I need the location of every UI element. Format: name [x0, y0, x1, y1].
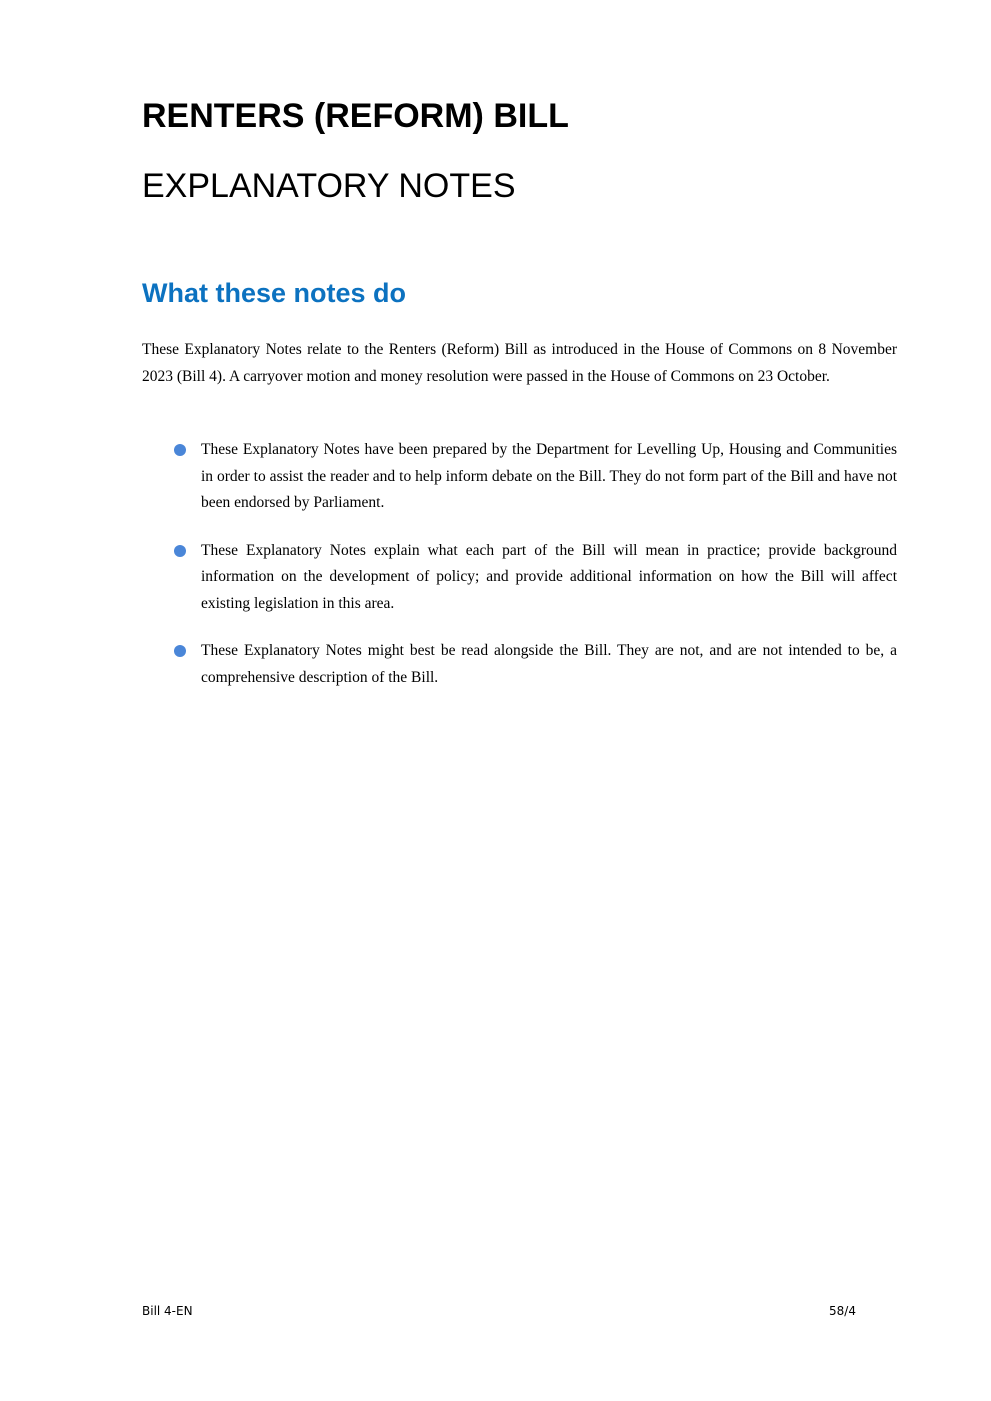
bullet-list	[142, 437, 897, 712]
intro-paragraph: These Explanatory Notes relate to the Renters (Reform) Bill as introduced in the House of Commons on 8 November 2023 (Bill 4). A carryover motion and money resolution were passed in the House of Commons on 23 October.	[142, 341, 897, 385]
document-title: RENTERS (REFORM) BILL	[142, 97, 569, 135]
bullet-text: These Explanatory Notes might best be read alongside the Bill. They are not, and are not intended to be, a comprehensive description of the Bill.	[201, 642, 897, 686]
bullet-dot-icon	[174, 545, 186, 557]
bullet-item	[142, 538, 897, 618]
bullet-text: These Explanatory Notes explain what each part of the Bill will mean in practice; provide background information on the development of policy; and provide additional information on how the Bill will affect existing legislation in this area.	[201, 541, 897, 612]
bullet-item	[142, 437, 897, 517]
document-subtitle: EXPLANATORY NOTES	[142, 167, 516, 205]
section-heading: What these notes do	[142, 278, 407, 308]
bullet-dot-icon	[174, 645, 186, 657]
bullet-text: These Explanatory Notes have been prepared by the Department for Levelling Up, Housing and Communities in order to assist the reader and to help inform debate on the Bill. They do not form part of the Bill and have not been endorsed by Parliament.	[201, 441, 897, 511]
bullet-dot-icon	[174, 444, 186, 456]
bullet-item	[142, 638, 897, 691]
footer-page-reference: 58/4	[829, 1304, 856, 1318]
footer-bill-reference: Bill 4-EN	[142, 1304, 193, 1318]
